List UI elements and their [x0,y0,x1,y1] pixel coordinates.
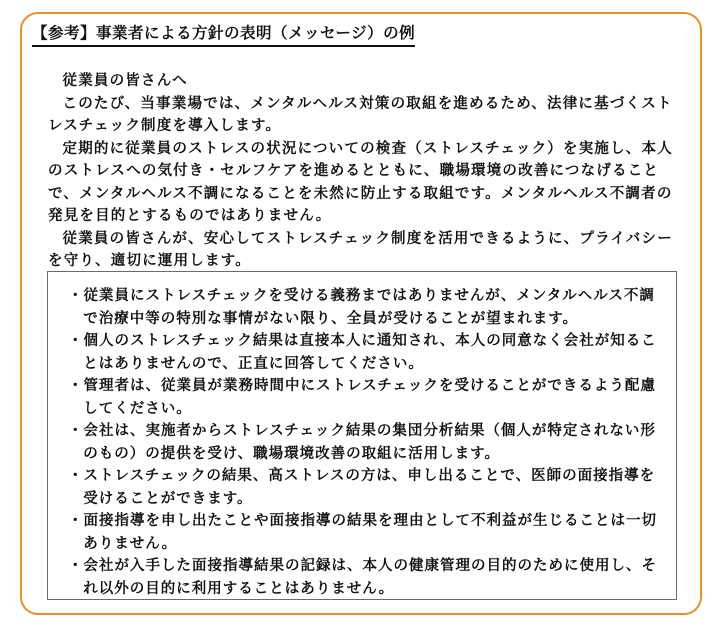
paragraph-purpose: 定期的に従業員のストレスの状況についての検査（ストレスチェック）を実施し、本人のストレスへの気付き・セルフケアを進めるとともに、職場環境の改善につなげることで、メンタルヘルス不調になることを未然に防止する取組です。メンタルヘルス不調者の発見を目的とするものではありません。 [48,140,673,224]
paragraph-privacy: 従業員の皆さんが、安心してストレスチェック制度を活用できるように、プライバシーを守り、適切に運用します。 [48,230,673,269]
list-item: ・管理者は、従業員が業務時間中にストレスチェックを受けることができるよう配慮してください。 [68,378,656,417]
message-body [48,70,678,273]
list-item: ・面接指導を申し出たことや面接指導の結果を理由として不利益が生じることは一切ありません。 [68,513,657,552]
list-item: ・ストレスチェックの結果、高ストレスの方は、申し出ることで、医師の面接指導を受けることができます。 [68,468,656,507]
notes-list [68,285,666,600]
list-item: ・会社が入手した面接指導結果の記録は、本人の健康管理の目的のために使用し、それ以外の目的に利用することはありません。 [68,558,657,597]
page-title: 【参考】事業者による方針の表明（メッセージ）の例 [32,22,415,47]
greeting: 従業員の皆さんへ [62,73,188,89]
list-item: ・個人のストレスチェック結果は直接本人に通知され、本人の同意なく会社が知ることはありませんので、正直に回答してください。 [68,333,657,372]
list-item: ・会社は、実施者からストレスチェック結果の集団分析結果（個人が特定されない形のもの）の提供を受け、職場環境改善の取組に活用します。 [68,423,656,462]
notes-box [47,271,677,600]
list-item: ・従業員にストレスチェックを受ける義務まではありませんが、メンタルヘルス不調で治療中等の特別な事情がない限り、全員が受けることが望まれます。 [68,288,655,327]
paragraph-intro: このたび、当事業場では、メンタルヘルス対策の取組を進めるため、法律に基づくストレスチェック制度を導入します。 [48,95,673,134]
